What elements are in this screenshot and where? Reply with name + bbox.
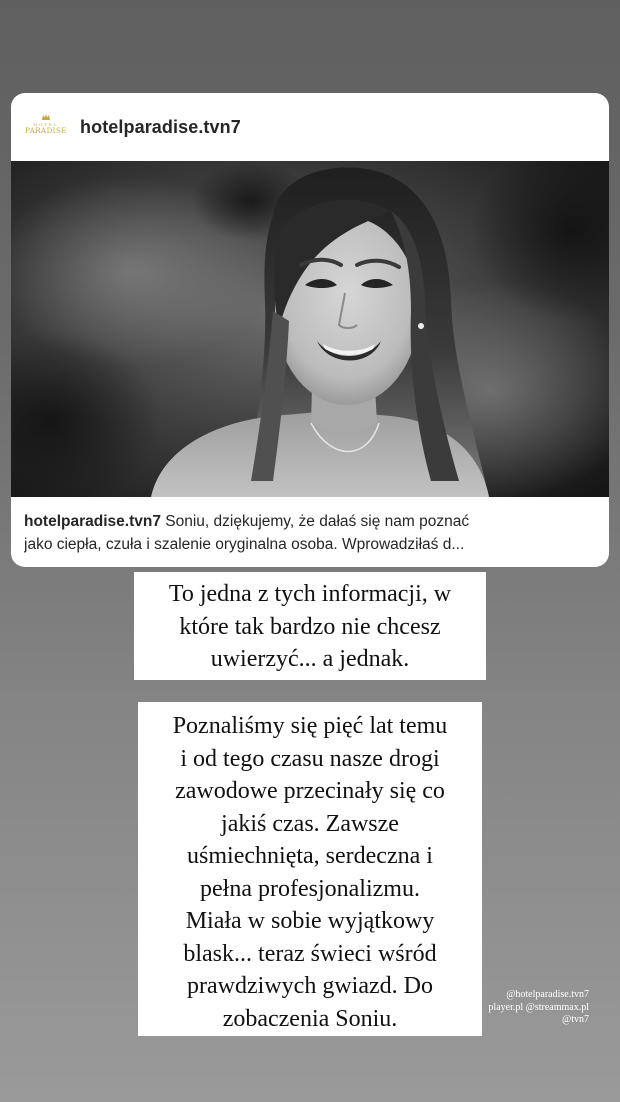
mention-hotelparadise[interactable]: @hotelparadise.tvn7 (506, 989, 589, 1000)
post-header (11, 93, 609, 161)
crown-icon (42, 114, 50, 120)
story-text-line: To jedna z tych informacji, w (168, 581, 452, 607)
mention-credits[interactable] (479, 989, 589, 1027)
story-text-line: Miała w sobie wyjątkowy (185, 908, 435, 934)
caption-line-1 (24, 510, 599, 533)
post-photo[interactable] (11, 161, 609, 497)
story-text-line: jakiś czas. Zawsze (221, 810, 399, 837)
story-text-line: prawdziwych gwiazd. Do (187, 973, 433, 999)
logo-main-text: PARADISE (25, 127, 67, 135)
story-text-line: zobaczenia Soniu. (222, 1005, 398, 1032)
mention-tvn7[interactable]: @tvn7 (562, 1014, 589, 1025)
post-account-name[interactable]: hotelparadise.tvn7 (80, 116, 241, 137)
caption-line-2: jako ciepła, czuła i szalenie oryginalna osoba. Wprowadziłaś d... (24, 536, 465, 553)
story-text-line: uwierzyć... a jednak. (210, 646, 410, 672)
story-text-box-2 (138, 702, 482, 1036)
story-text-line: zawodowe przecinały się co (175, 778, 445, 804)
story-text-line: i od tego czasu nasze drogi (180, 745, 440, 772)
story-text-line: uśmiechnięta, serdeczna i (187, 843, 433, 869)
portrait-photo (11, 161, 609, 497)
caption-text-1: Soniu, dziękujemy, że dałaś się nam poznać (160, 513, 470, 530)
story-text-line: Poznaliśmy się pięć lat temu (172, 713, 448, 739)
story-text-line: które tak bardzo nie chcesz (179, 613, 441, 640)
shared-post-card[interactable] (11, 93, 609, 567)
hotel-paradise-logo[interactable] (24, 113, 68, 141)
post-caption[interactable] (24, 510, 599, 556)
mention-player-streammax[interactable]: player.pl @streammax.pl (488, 1001, 589, 1013)
story-text-line: pełna profesjonalizmu. (200, 875, 420, 902)
caption-username[interactable]: hotelparadise.tvn7 (24, 513, 161, 530)
story-text-line: blask... teraz świeci wśród (183, 940, 437, 967)
logo-top-text: HOTEL (33, 122, 59, 127)
story-text-box-1 (134, 572, 486, 680)
